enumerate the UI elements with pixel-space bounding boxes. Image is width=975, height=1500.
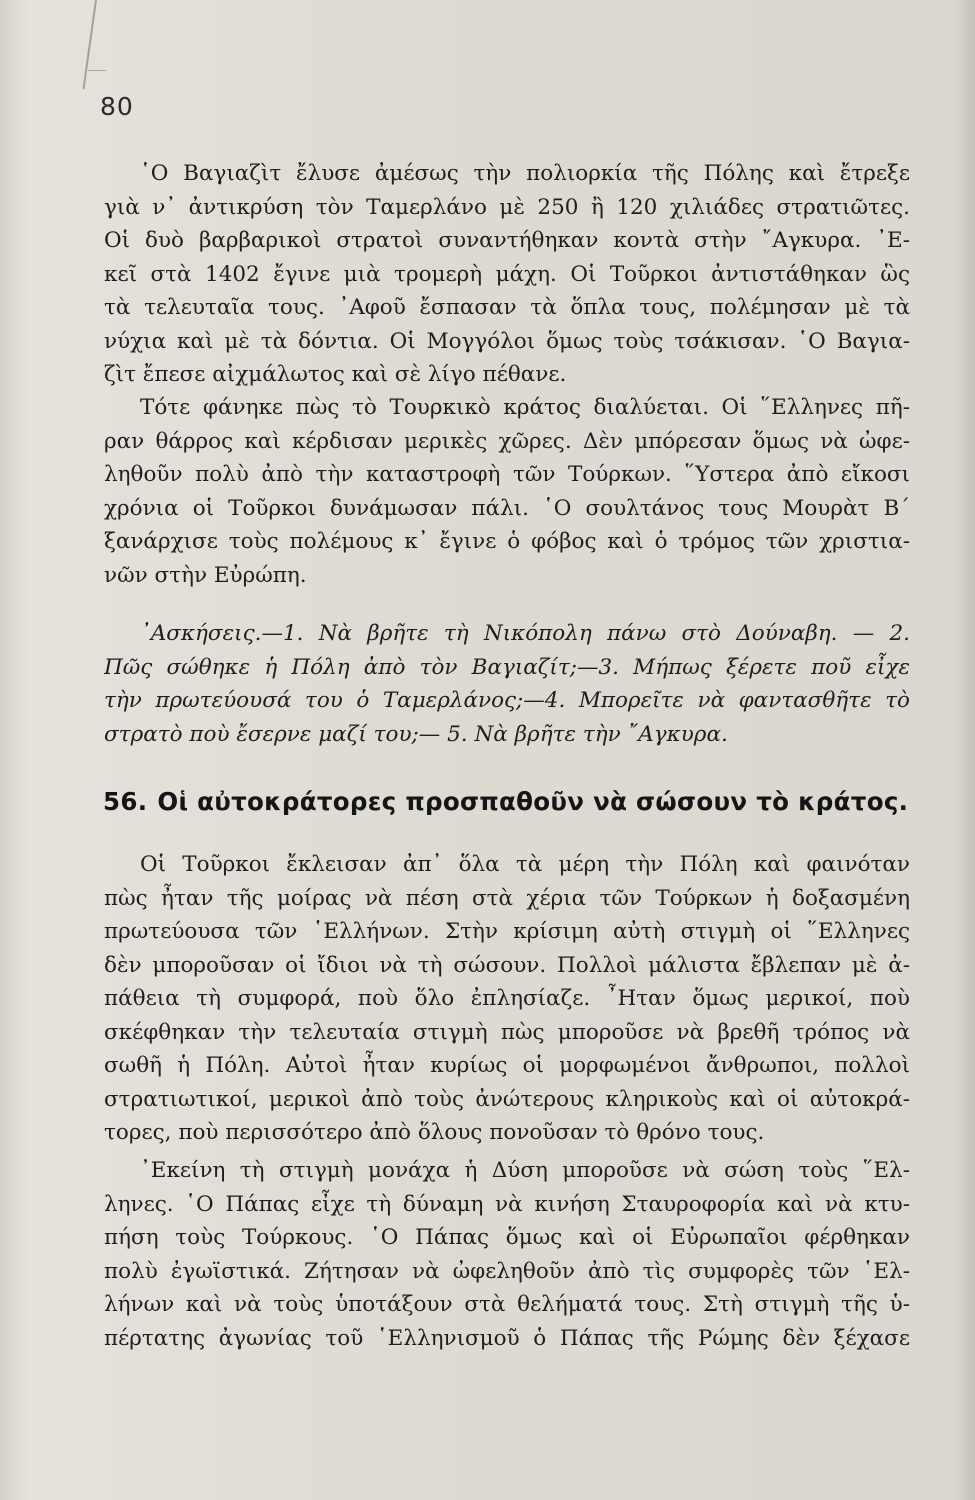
text-line: λήνων καὶ νὰ τοὺς ὑποτάξουν στὰ θελήματά τους. Στὴ στιγμὴ τῆς ὑ- (104, 1292, 910, 1317)
page-fold-shadow (0, 0, 30, 1500)
exercise-line: τὴν πρωτεύουσά του ὁ Ταμερλάνος;—4. Μπορεῖτε νὰ φαντασθῆτε τὸ (104, 688, 910, 713)
text-line: ξανάρχισε τοὺς πολέμους κ᾿ ἔγινε ὁ φόβος καὶ ὁ τρόμος τῶν χριστια- (104, 529, 910, 554)
text-line: ραν θάρρος καὶ κέρδισαν μερικὲς χῶρες. Δὲν μπόρεσαν ὅμως νὰ ὠφε- (104, 428, 910, 454)
text-line: πάθεια τὴ συμφορά, ποὺ ὅλο ἐπλησίαζε. ῏Ηταν ὅμως μερικοί, ποὺ (104, 986, 910, 1011)
text-line: Τότε φάνηκε πὼς τὸ Τουρκικὸ κράτος διαλύεται. Οἱ ῞Ελληνες πῆ- (140, 395, 910, 420)
text-line: δὲν μποροῦσαν οἱ ἴδιοι νὰ τὴ σώσουν. Πολλοὶ μάλιστα ἔβλεπαν μὲ ἀ- (104, 952, 910, 978)
exercises (104, 617, 910, 751)
section-title: Οἱ αὐτοκράτορες προσπαθοῦν νὰ σώσουν τὸ κράτος. (157, 787, 909, 816)
text-line: σκέφθηκαν τὴν τελευταία στιγμὴ πὼς μποροῦσε νὰ βρεθῆ τρόπος νὰ (104, 1019, 910, 1045)
text-line: πὼς ἦταν τῆς μοίρας νὰ πέση στὰ χέρια τῶν Τούρκων ἡ δοξασμένη (104, 885, 910, 911)
section-heading (103, 787, 915, 816)
text-line: πέρτατης ἀγωνίας τοῦ ῾Ελληνισμοῦ ὁ Πάπας τῆς Ρώμης δὲν ξέχασε (104, 1325, 910, 1351)
text-line: ῾Ο Βαγιαζὶτ ἔλυσε ἀμέσως τὴν πολιορκία τῆς Πόλης καὶ ἔτρεξε (140, 161, 910, 186)
text-line: Οἱ Τοῦρκοι ἔκλεισαν ἀπ᾿ ὅλα τὰ μέρη τὴν Πόλη καὶ φαινόταν (140, 852, 910, 877)
text-line: νῶν στὴν Εὐρώπη. (104, 562, 307, 588)
text-line: σωθῆ ἡ Πόλη. Αὐτοὶ ἦταν κυρίως οἱ μορφωμένοι ἄνθρωποι, πολλοὶ (104, 1053, 910, 1078)
paragraph-1 (104, 157, 910, 392)
text-line: Οἱ δυὸ βαρβαρικοὶ στρατοὶ συναντήθηκαν κοντὰ στὴν ῎Αγκυρα. ᾿Ε- (104, 228, 910, 253)
text-line: χρόνια οἱ Τοῦρκοι δυνάμωσαν πάλι. ῾Ο σουλτάνος τους Μουρὰτ Β΄ (104, 495, 910, 521)
exercise-line: ᾿Ασκήσεις.—1. Νὰ βρῆτε τὴ Νικόπολη πάνω στὸ Δούναβη. — 2. (140, 621, 910, 646)
text-line: στρατιωτικοί, μερικοὶ ἀπὸ τοὺς ἀνώτερους κληρικοὺς καὶ οἱ αὐτοκρά- (104, 1086, 910, 1112)
text-line: τὰ τελευταῖα τους. ᾿Αφοῦ ἔσπασαν τὰ ὅπλα τους, πολέμησαν μὲ τὰ (104, 295, 910, 320)
exercise-line: Πῶς σώθηκε ἡ Πόλη ἀπὸ τὸν Βαγιαζίτ;—3. Μήπως ξέρετε ποῦ εἶχε (104, 654, 910, 680)
page-edge-shadow (955, 0, 975, 1500)
exercise-line: στρατὸ ποὺ ἔσερνε μαζί του;— 5. Νὰ βρῆτε τὴν ῎Αγκυρα. (104, 721, 728, 747)
text-line: πρωτεύουσα τῶν ῾Ελλήνων. Στὴν κρίσιμη αὐτὴ στιγμὴ οἱ ῞Ελληνες (104, 919, 910, 944)
text-line: νύχια καὶ μὲ τὰ δόντια. Οἱ Μογγόλοι ὅμως τοὺς τσάκισαν. ῾Ο Βαγια- (104, 328, 910, 354)
text-line: ᾿Εκείνη τὴ στιγμὴ μονάχα ἡ Δύση μποροῦσε νὰ σώση τοὺς ῞Ελ- (140, 1158, 910, 1183)
paragraph-3 (104, 848, 910, 1150)
text-line: ληνες. ῾Ο Πάπας εἶχε τὴ δύναμη νὰ κινήση Σταυροφορία καὶ νὰ κτυ- (104, 1191, 910, 1217)
text-line: ζὶτ ἔπεσε αἰχμάλωτος καὶ σὲ λίγο πέθανε. (104, 362, 567, 387)
margin-pencil-mark-2 (88, 70, 106, 71)
text-line: τορες, ποὺ περισσότερο ἀπὸ ὅλους πονοῦσαν τὸ θρόνο τους. (104, 1120, 765, 1145)
paragraph-4 (104, 1154, 910, 1355)
text-line: πολὺ ἐγωϊστικά. Ζήτησαν νὰ ὠφεληθοῦν ἀπὸ τὶς συμφορὲς τῶν ῾Ελ- (104, 1258, 910, 1284)
paragraph-2 (104, 391, 910, 592)
page-number: 80 (100, 92, 134, 121)
text-line: πήση τοὺς Τούρκους. ῾Ο Πάπας ὅμως καὶ οἱ Εὐρωπαῖοι φέρθηκαν (104, 1225, 910, 1250)
text-line: ληθοῦν πολὺ ἀπὸ τὴν καταστροφὴ τῶν Τούρκων. ῞Υστερα ἀπὸ εἴκοσι (104, 462, 910, 487)
section-number: 56. (103, 787, 148, 816)
margin-pencil-mark (82, 0, 97, 89)
text-line: γιὰ ν᾿ ἀντικρύση τὸν Ταμερλάνο μὲ 250 ἢ 120 χιλιάδες στρατιῶτες. (104, 194, 910, 220)
text-line: κεῖ στὰ 1402 ἔγινε μιὰ τρομερὴ μάχη. Οἱ Τοῦρκοι ἀντιστάθηκαν ὣς (104, 261, 910, 287)
